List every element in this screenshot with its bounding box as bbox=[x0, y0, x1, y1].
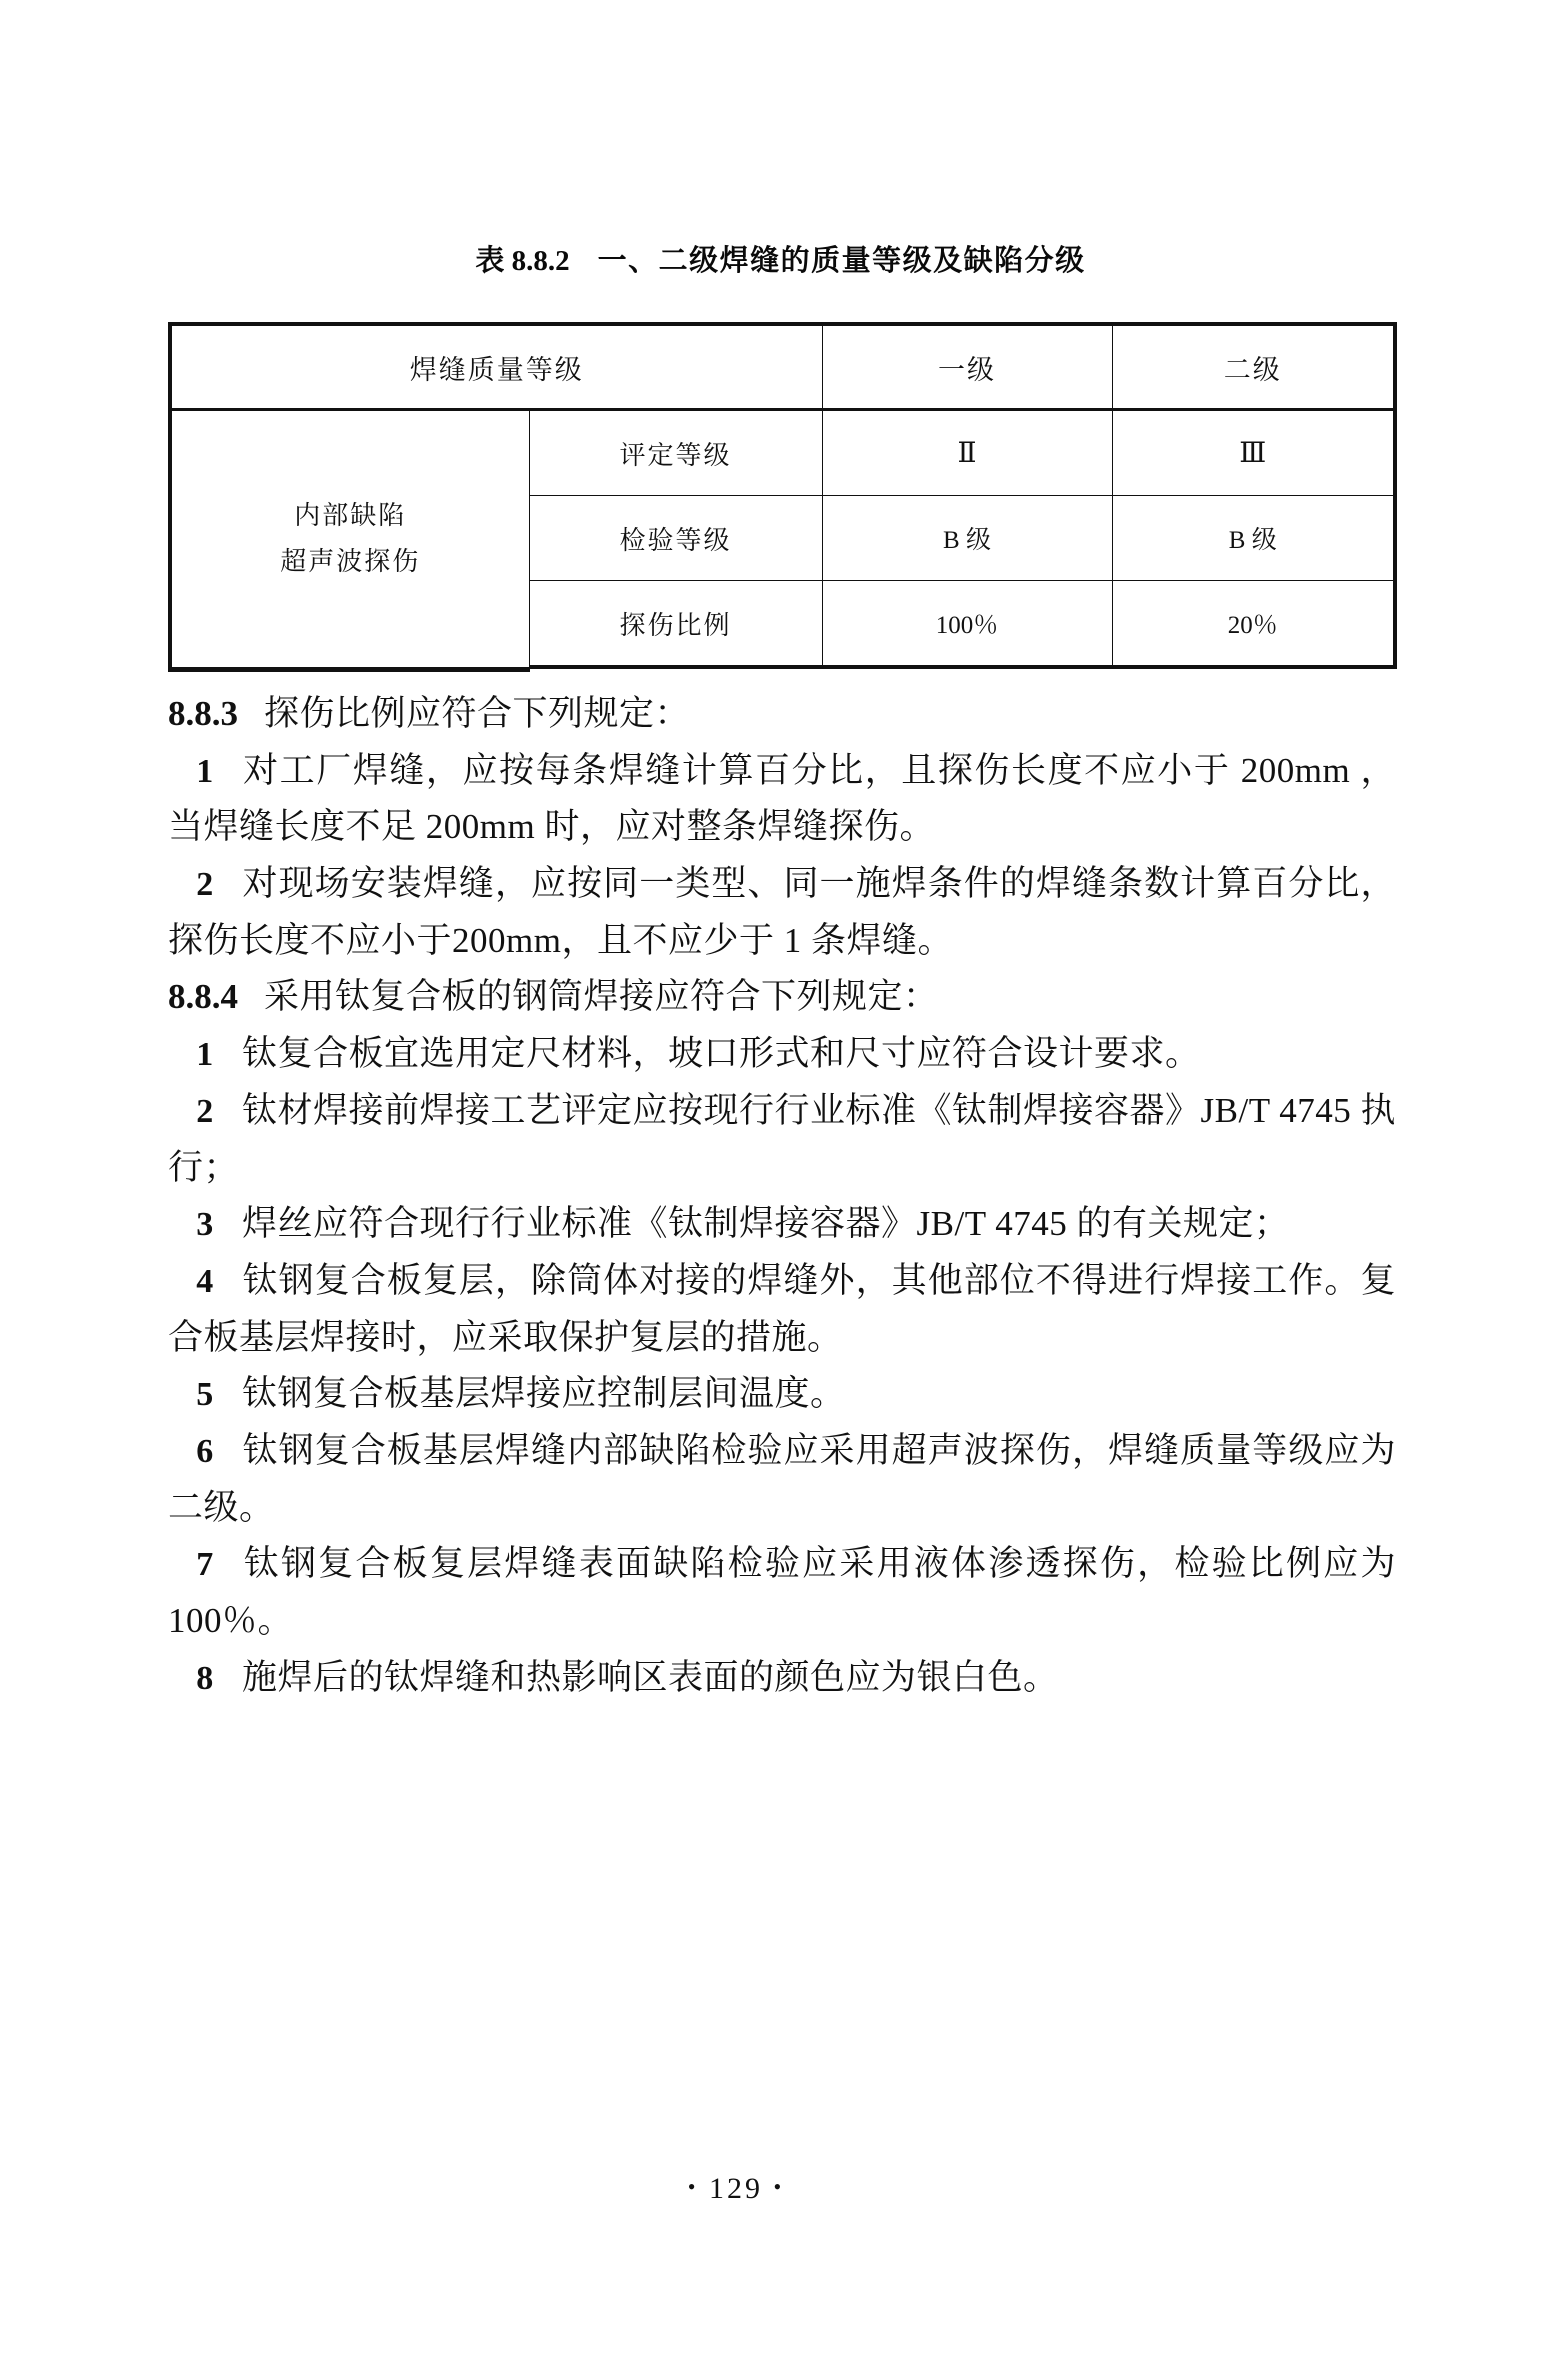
table-cell-grade-1: B 级 bbox=[822, 496, 1112, 581]
table-cell-grade-2: B 级 bbox=[1112, 496, 1395, 581]
clause-8-8-4-item-2 bbox=[168, 1083, 1396, 1196]
clause-8-8-4-item-4 bbox=[168, 1253, 1396, 1366]
item-marker: 3 bbox=[196, 1206, 214, 1244]
table-cell-grade-2: 20％ bbox=[1112, 581, 1395, 668]
page-number: 129 bbox=[709, 2172, 763, 2205]
clause-8-8-4-item-3 bbox=[168, 1196, 1396, 1253]
item-marker: 7 bbox=[196, 1546, 214, 1584]
table-cell-label: 检验等级 bbox=[529, 496, 822, 581]
weld-quality-table bbox=[168, 322, 1397, 672]
clause-text: 采用钛复合板的钢筒焊接应符合下列规定： bbox=[264, 977, 939, 1017]
table-cell-grade-1: Ⅱ bbox=[822, 410, 1112, 496]
table-cell-grade-2: Ⅲ bbox=[1112, 410, 1395, 496]
table-header-grade-2: 二级 bbox=[1112, 324, 1395, 410]
table-caption bbox=[168, 238, 1393, 279]
clause-8-8-4-item-7 bbox=[168, 1536, 1396, 1649]
item-text: 钛钢复合板复层焊缝表面缺陷检验应采用液体渗透探伤，检验比例应为 100％。 bbox=[168, 1544, 1396, 1640]
row-group-label-line-2: 超声波探伤 bbox=[280, 546, 421, 576]
item-marker: 2 bbox=[196, 866, 214, 904]
table-header-label: 焊缝质量等级 bbox=[170, 324, 822, 410]
item-text: 对现场安装焊缝，应按同一类型、同一施焊条件的焊缝条数计算百分比，探伤长度不应小于200mm，且不应少于 1 条焊缝。 bbox=[168, 864, 1396, 960]
item-text: 钛钢复合板基层焊缝内部缺陷检验应采用超声波探伤，焊缝质量等级应为二级。 bbox=[168, 1430, 1396, 1527]
footer-dot-left: • bbox=[687, 2174, 699, 2200]
item-marker: 4 bbox=[196, 1262, 214, 1300]
clause-8-8-4-item-6 bbox=[168, 1423, 1396, 1536]
item-marker: 2 bbox=[196, 1092, 214, 1130]
item-text: 对工厂焊缝，应按每条焊缝计算百分比，且探伤长度不应小于 200mm ，当焊缝长度不足 200mm 时，应对整条焊缝探伤。 bbox=[168, 750, 1396, 847]
table-cell-label: 探伤比例 bbox=[529, 581, 822, 668]
table-caption-number: 表 8.8.2 bbox=[475, 245, 570, 277]
clause-text: 探伤比例应符合下列规定： bbox=[264, 694, 691, 733]
clause-8-8-4-item-1 bbox=[168, 1026, 1396, 1083]
clause-8-8-3-item-2 bbox=[168, 856, 1396, 969]
clause-8-8-3-item-1 bbox=[168, 743, 1396, 856]
item-text: 钛钢复合板基层焊接应控制层间温度。 bbox=[242, 1374, 846, 1414]
clause-8-8-4-item-8 bbox=[168, 1650, 1396, 1707]
item-text: 钛钢复合板复层，除筒体对接的焊缝外，其他部位不得进行焊接工作。复合板基层焊接时，应采取保护复层的措施。 bbox=[168, 1260, 1396, 1357]
clause-8-8-4 bbox=[168, 969, 1396, 1026]
table-header-row bbox=[170, 324, 1395, 410]
body-text bbox=[168, 686, 1396, 1706]
table-cell-grade-1: 100％ bbox=[822, 581, 1112, 668]
clause-8-8-3 bbox=[168, 686, 1396, 743]
item-text: 焊丝应符合现行行业标准《钛制焊接容器》JB/T 4745 的有关规定； bbox=[242, 1204, 1290, 1244]
table-row-group-label bbox=[170, 410, 529, 668]
page-footer bbox=[0, 2172, 1542, 2206]
item-marker: 5 bbox=[196, 1376, 214, 1414]
row-group-label-line-1: 内部缺陷 bbox=[294, 501, 407, 531]
table-cell-label: 评定等级 bbox=[529, 410, 822, 496]
footer-dot-right: • bbox=[773, 2174, 785, 2200]
table-caption-title: 一、二级焊缝的质量等级及缺陷分级 bbox=[597, 243, 1086, 277]
item-text: 钛材焊接前焊接工艺评定应按现行行业标准《钛制焊接容器》JB/T 4745 执行； bbox=[168, 1090, 1396, 1187]
clause-number: 8.8.4 bbox=[168, 977, 238, 1017]
table-header-grade-1: 一级 bbox=[822, 324, 1112, 410]
table-row bbox=[170, 410, 1395, 496]
item-marker: 6 bbox=[196, 1432, 214, 1470]
clause-8-8-4-item-5 bbox=[168, 1366, 1396, 1423]
item-text: 钛复合板宜选用定尺材料，坡口形式和尺寸应符合设计要求。 bbox=[242, 1034, 1201, 1074]
item-marker: 1 bbox=[196, 1036, 214, 1074]
clause-number: 8.8.3 bbox=[168, 694, 238, 733]
item-marker: 1 bbox=[196, 752, 214, 790]
item-text: 施焊后的钛焊缝和热影响区表面的颜色应为银白色。 bbox=[242, 1657, 1059, 1697]
item-marker: 8 bbox=[196, 1659, 214, 1697]
